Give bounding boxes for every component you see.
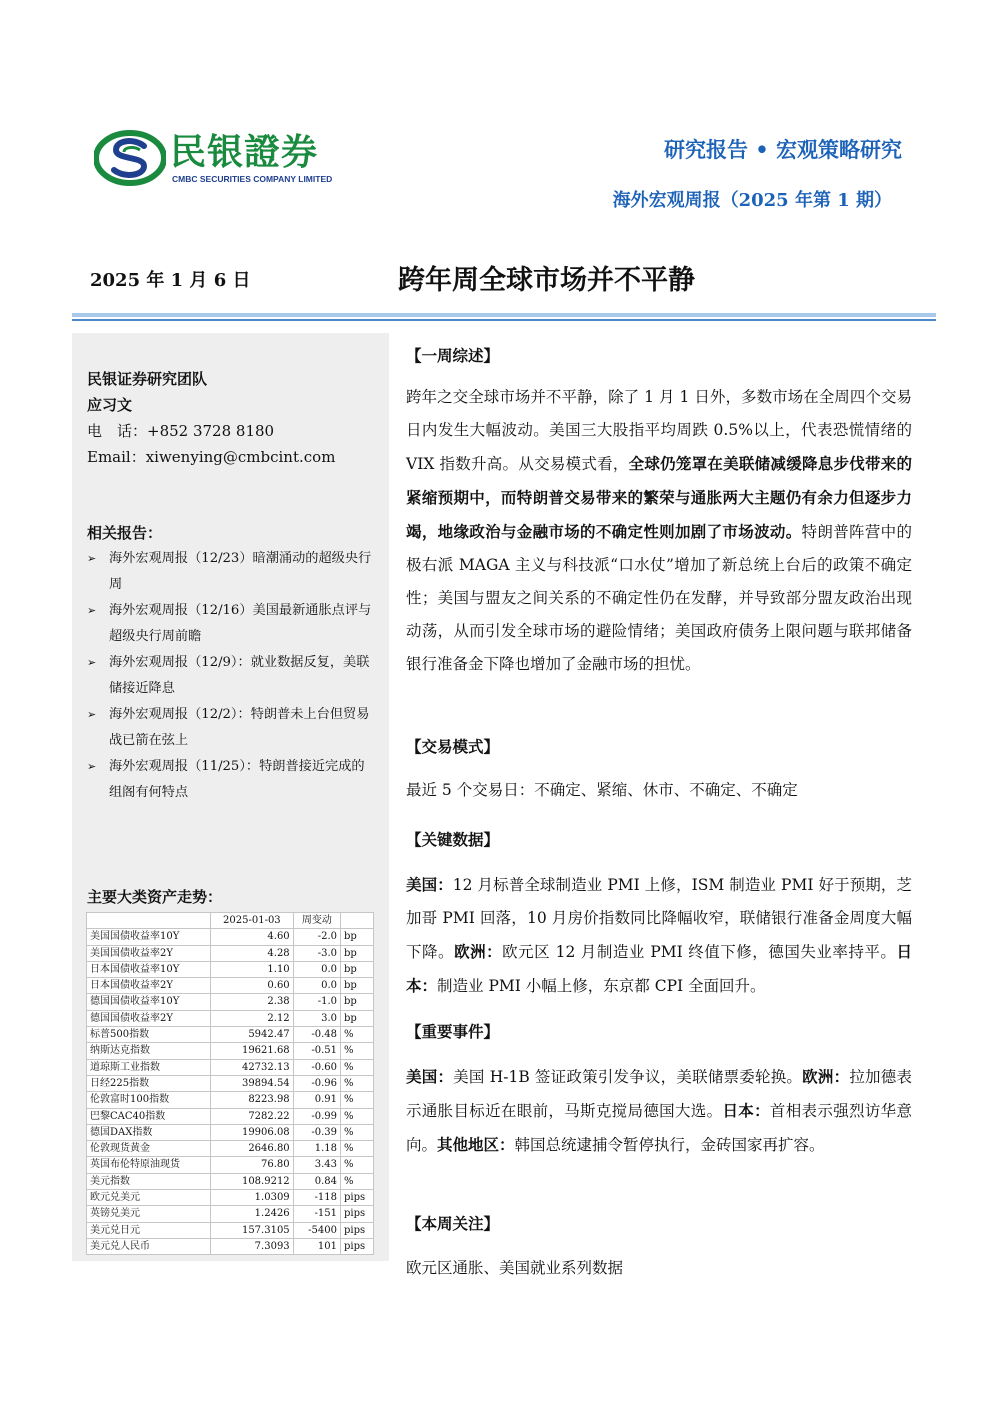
table-header-row [87,913,374,929]
table-row [87,945,374,961]
asset-value-cell: 4.28 [211,945,294,961]
asset-unit-cell: % [341,1059,374,1075]
table-row [87,1222,374,1238]
related-reports-list [87,546,377,806]
table-row [87,929,374,945]
asset-value-cell: 7282.22 [211,1108,294,1124]
asset-change-cell: 0.0 [293,961,340,977]
analyst-phone: 电 话：+852 3728 8180 [87,422,275,440]
table-row [87,1027,374,1043]
asset-unit-cell: pips [341,1206,374,1222]
asset-unit-cell: % [341,1027,374,1043]
weekly-summary-text: 跨年之交全球市场并不平静，除了 1 月 1 日外，多数市场在全周四个交易日内发生大幅波动。美国三大股指平均周跌 0.5%以上，代表恐慌情绪的 VIX 指数升高。从交易模式看，全球仍笼罩在美联储减缓降息步伐带来的紧缩预期中，而特朗普交易带来的繁荣与通胀两大主题仍有余力但逐步力竭，地缘政治与金融市场的不确定性则加剧了市场波动。特朗普阵营中的极右派 MAGA 主义与科技派“口水仗”增加了新总统上台后的政策不确定性；美国与盟友之间关系的不确定性仍在发酵，并导致部分盟友政治出现动荡，从而引发全球市场的避险情绪；美国政府债务上限问题与联邦储备银行准备金下降也增加了金融市场的担忧。 [406,388,912,673]
asset-unit-cell: % [341,1124,374,1140]
asset-value-cell: 1.0309 [211,1190,294,1206]
asset-name-cell: 纳斯达克指数 [87,1043,211,1059]
asset-value-cell: 19621.68 [211,1043,294,1059]
assets-table [86,912,374,1255]
table-row [87,1206,374,1222]
arrow-bullet-icon: ➢ [87,760,97,773]
company-logo [94,130,344,188]
table-row [87,1238,374,1254]
arrow-bullet-icon: ➢ [87,708,97,721]
asset-name-cell: 美国国债收益率10Y [87,929,211,945]
asset-change-cell: -0.39 [293,1124,340,1140]
analyst-name: 应习文 [87,396,133,414]
asset-value-cell: 76.80 [211,1157,294,1173]
asset-change-cell: -0.51 [293,1043,340,1059]
table-row [87,1124,374,1140]
asset-unit-cell: pips [341,1238,374,1254]
asset-unit-cell: pips [341,1190,374,1206]
asset-unit-cell: % [341,1108,374,1124]
asset-value-cell: 19906.08 [211,1124,294,1140]
analyst-email[interactable]: Email：xiwenying@cmbcint.com [87,448,336,466]
asset-unit-cell: % [341,1043,374,1059]
asset-change-cell: -2.0 [293,929,340,945]
asset-unit-cell: % [341,1075,374,1091]
asset-name-cell: 英镑兑美元 [87,1206,211,1222]
section-title-trade-mode: 【交易模式】 [406,737,500,756]
asset-name-cell: 伦敦现货黄金 [87,1141,211,1157]
table-row [87,1141,374,1157]
asset-unit-cell: bp [341,978,374,994]
asset-unit-cell: % [341,1173,374,1189]
team-info [87,366,335,470]
asset-value-cell: 157.3105 [211,1222,294,1238]
asset-change-cell: -5400 [293,1222,340,1238]
table-row [87,1173,374,1189]
asset-unit-cell: bp [341,929,374,945]
asset-name-cell: 美元指数 [87,1173,211,1189]
asset-name-cell: 德国DAX指数 [87,1124,211,1140]
report-date: 2025 年 1 月 6 日 [90,270,251,291]
asset-change-cell: 3.43 [293,1157,340,1173]
table-row [87,1059,374,1075]
logo-emblem-icon [94,130,166,186]
report-series: 海外宏观周报（2025 年第 1 期） [612,190,892,211]
asset-value-cell: 2.12 [211,1010,294,1026]
header-cell: 周变动 [293,913,340,929]
asset-unit-cell: bp [341,1010,374,1026]
asset-change-cell: -0.48 [293,1027,340,1043]
related-report-item[interactable]: ➢ 海外宏观周报（12/16）美国最新通胀点评与超级央行周前瞻 [87,598,377,650]
asset-value-cell: 8223.98 [211,1092,294,1108]
asset-value-cell: 1.10 [211,961,294,977]
table-row [87,1075,374,1091]
trade-mode-text: 最近 5 个交易日：不确定、紧缩、休市、不确定、不确定 [406,781,798,799]
asset-change-cell: 1.18 [293,1141,340,1157]
asset-change-cell: -118 [293,1190,340,1206]
asset-value-cell: 7.3093 [211,1238,294,1254]
asset-change-cell: -151 [293,1206,340,1222]
asset-name-cell: 美元兑日元 [87,1222,211,1238]
related-report-item[interactable]: ➢ 海外宏观周报（12/9）：就业数据反复，美联储接近降息 [87,650,377,702]
related-reports-title: 相关报告： [87,524,163,542]
asset-unit-cell: bp [341,961,374,977]
asset-unit-cell: % [341,1157,374,1173]
header-cell [87,913,211,929]
logo-english-name: CMBC SECURITIES COMPANY LIMITED [172,174,333,184]
asset-name-cell: 日本国债收益率10Y [87,961,211,977]
asset-value-cell: 4.60 [211,929,294,945]
major-events-text: 美国：美国 H-1B 签证政策引发争议，美联储票委轮换。欧洲：拉加德表示通胀目标近在眼前，马斯克搅局德国大选。日本：首相表示强烈访华意向。其他地区：韩国总统逮捕令暂停执行，金砖国家再扩容。 [406,1067,912,1154]
report-title: 跨年周全球市场并不平静 [398,265,695,296]
this-week-focus-text: 欧元区通胀、美国就业系列数据 [406,1259,624,1277]
asset-change-cell: 0.84 [293,1173,340,1189]
asset-change-cell: 0.0 [293,978,340,994]
asset-name-cell: 日经225指数 [87,1075,211,1091]
asset-name-cell: 美元兑人民币 [87,1238,211,1254]
asset-change-cell: -0.96 [293,1075,340,1091]
report-type: 研究报告 • 宏观策略研究 [663,137,902,162]
logo-chinese-name: 民银證券 [170,131,319,173]
asset-change-cell: -0.60 [293,1059,340,1075]
section-title-key-data: 【关键数据】 [406,830,500,849]
asset-name-cell: 伦敦富时100指数 [87,1092,211,1108]
table-row [87,1043,374,1059]
asset-unit-cell: pips [341,1222,374,1238]
asset-unit-cell: % [341,1092,374,1108]
section-title-this-week-focus: 【本周关注】 [406,1214,500,1233]
assets-title: 主要大类资产走势： [87,888,223,906]
asset-name-cell: 德国国债收益率10Y [87,994,211,1010]
table-row [87,1108,374,1124]
asset-name-cell: 英国布伦特原油现货 [87,1157,211,1173]
team-name: 民银证券研究团队 [87,370,208,388]
asset-value-cell: 2646.80 [211,1141,294,1157]
related-report-item[interactable]: ➢ 海外宏观周报（12/2）：特朗普未上台但贸易战已箭在弦上 [87,702,377,754]
asset-change-cell: -3.0 [293,945,340,961]
section-title-weekly-summary: 【一周综述】 [406,346,500,365]
asset-change-cell: -0.99 [293,1108,340,1124]
asset-value-cell: 1.2426 [211,1206,294,1222]
arrow-bullet-icon: ➢ [87,656,97,669]
header-divider-light [72,313,936,317]
table-row [87,994,374,1010]
table-row [87,1190,374,1206]
asset-name-cell: 巴黎CAC40指数 [87,1108,211,1124]
header-divider-dark [72,319,936,321]
header-cell [341,913,374,929]
arrow-bullet-icon: ➢ [87,552,97,565]
asset-name-cell: 欧元兑美元 [87,1190,211,1206]
asset-unit-cell: bp [341,994,374,1010]
arrow-bullet-icon: ➢ [87,604,97,617]
header-cell: 2025-01-03 [211,913,294,929]
asset-value-cell: 42732.13 [211,1059,294,1075]
asset-value-cell: 0.60 [211,978,294,994]
asset-name-cell: 日本国债收益率2Y [87,978,211,994]
asset-unit-cell: % [341,1141,374,1157]
table-row [87,961,374,977]
section-title-major-events: 【重要事件】 [406,1022,500,1041]
asset-value-cell: 2.38 [211,994,294,1010]
asset-name-cell: 德国国债收益率2Y [87,1010,211,1026]
asset-value-cell: 39894.54 [211,1075,294,1091]
related-report-item[interactable]: ➢ 海外宏观周报（12/23）暗潮涌动的超级央行周 [87,546,377,598]
asset-change-cell: 101 [293,1238,340,1254]
asset-change-cell: 3.0 [293,1010,340,1026]
table-row [87,978,374,994]
asset-unit-cell: bp [341,945,374,961]
asset-name-cell: 道琼斯工业指数 [87,1059,211,1075]
table-row [87,1157,374,1173]
asset-name-cell: 标普500指数 [87,1027,211,1043]
related-report-item[interactable]: ➢ 海外宏观周报（11/25）：特朗普接近完成的组阁有何特点 [87,754,377,806]
key-data-text: 美国：12 月标普全球制造业 PMI 上修，ISM 制造业 PMI 好于预期，芝加哥 PMI 回落，10 月房价指数同比降幅收窄，联储银行准备金周度大幅下降。欧洲：欧元区 12 月制造业 PMI 终值下修，德国失业率持平。日本：制造业 PMI 小幅上修，东京都 CPI 全面回升。 [406,875,912,995]
asset-value-cell: 5942.47 [211,1027,294,1043]
table-row [87,1010,374,1026]
asset-name-cell: 美国国债收益率2Y [87,945,211,961]
table-row [87,1092,374,1108]
asset-value-cell: 108.9212 [211,1173,294,1189]
asset-change-cell: 0.91 [293,1092,340,1108]
asset-change-cell: -1.0 [293,994,340,1010]
